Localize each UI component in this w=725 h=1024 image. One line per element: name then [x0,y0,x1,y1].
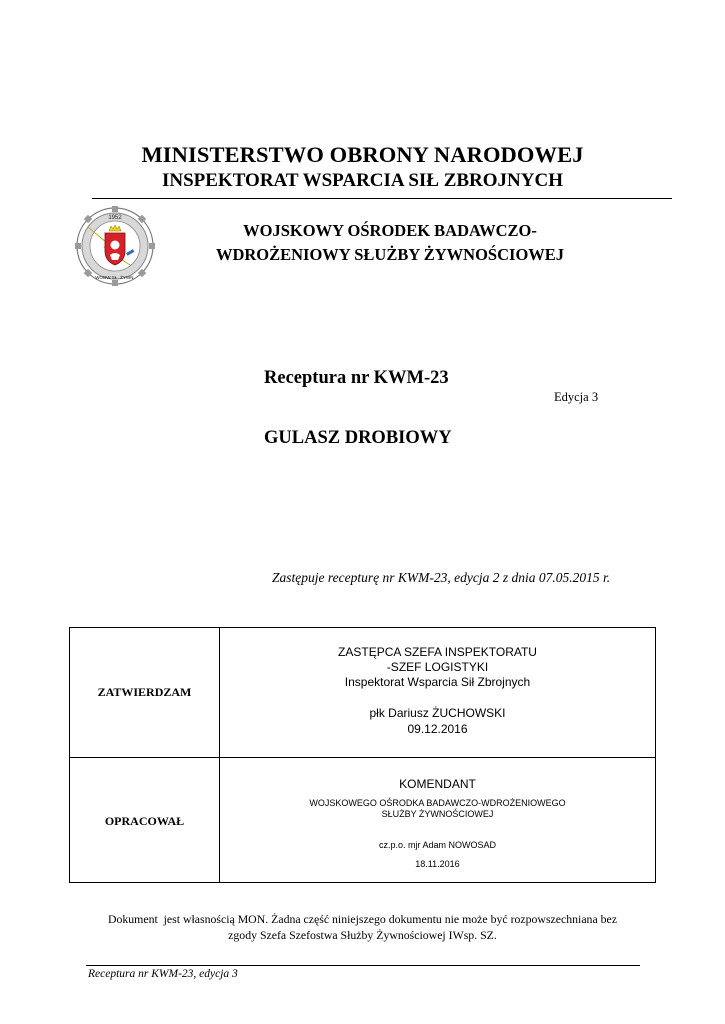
wobw-logo-emblem [74,205,156,287]
approver-date: 09.12.2016 [407,722,468,736]
center-name-line2: WDROŻENIOWY SŁUŻBY ŻYWNOŚCIOWEJ [215,245,565,264]
approver-name: płk Dariusz ŻUCHOWSKI [369,706,506,720]
preparer-organization-line1: WOJSKOWEGO OŚRODKA BADAWCZO-WDROŻENIOWEGO [309,798,566,808]
logo-ring-text: WOBW SŁ. ŻYWN. [95,275,135,280]
dish-name: GULASZ DROBIOWY [264,428,452,448]
recipe-number: Receptura nr KWM-23 [264,368,449,388]
inspectorate-title: INSPEKTORAT WSPARCIA SIŁ ZBROJNYCH [161,170,564,191]
preparer-date: 18.11.2016 [415,859,460,869]
ownership-notice-line1: Dokument jest własnością MON. Żadna część niniejszego dokumentu nie może być rozpowszechniana bez [107,912,618,926]
approver-organization: Inspektorat Wsparcia Sił Zbrojnych [344,675,531,689]
replaces-note: Zastępuje recepturę nr KWM-23, edycja 2 z dnia 07.05.2015 r. [272,570,611,585]
center-name-line1: WOJSKOWY OŚRODEK BADAWCZO- [243,221,537,240]
logo-year: 1952 [108,215,122,221]
approval-table [69,627,656,883]
approve-label: ZATWIERDZAM [97,685,192,699]
ownership-notice-line2: zgody Szefa Szefostwa Służby Żywnościowej IWsp. SZ. [228,928,497,942]
ministry-title: MINISTERSTWO OBRONY NARODOWEJ [141,142,584,167]
edition-label: Edycja 3 [554,390,599,404]
page-footer: Receptura nr KWM-23, edycja 3 [88,968,238,980]
header-divider [92,198,672,199]
preparer-title: KOMENDANT [399,777,476,791]
preparer-organization-line2: SŁUŻBY ŻYWNOŚCIOWEJ [381,809,494,819]
approver-title-line2: -SZEF LOGISTYKI [386,660,489,674]
prepared-label: OPRACOWAŁ [104,814,185,828]
table-row-divider [70,757,655,758]
preparer-name: cz.p.o. mjr Adam NOWOSAD [378,840,497,850]
footer-divider [86,965,640,966]
approver-title-line1: ZASTĘPCA SZEFA INSPEKTORATU [338,645,537,659]
crown-icon [109,225,121,231]
